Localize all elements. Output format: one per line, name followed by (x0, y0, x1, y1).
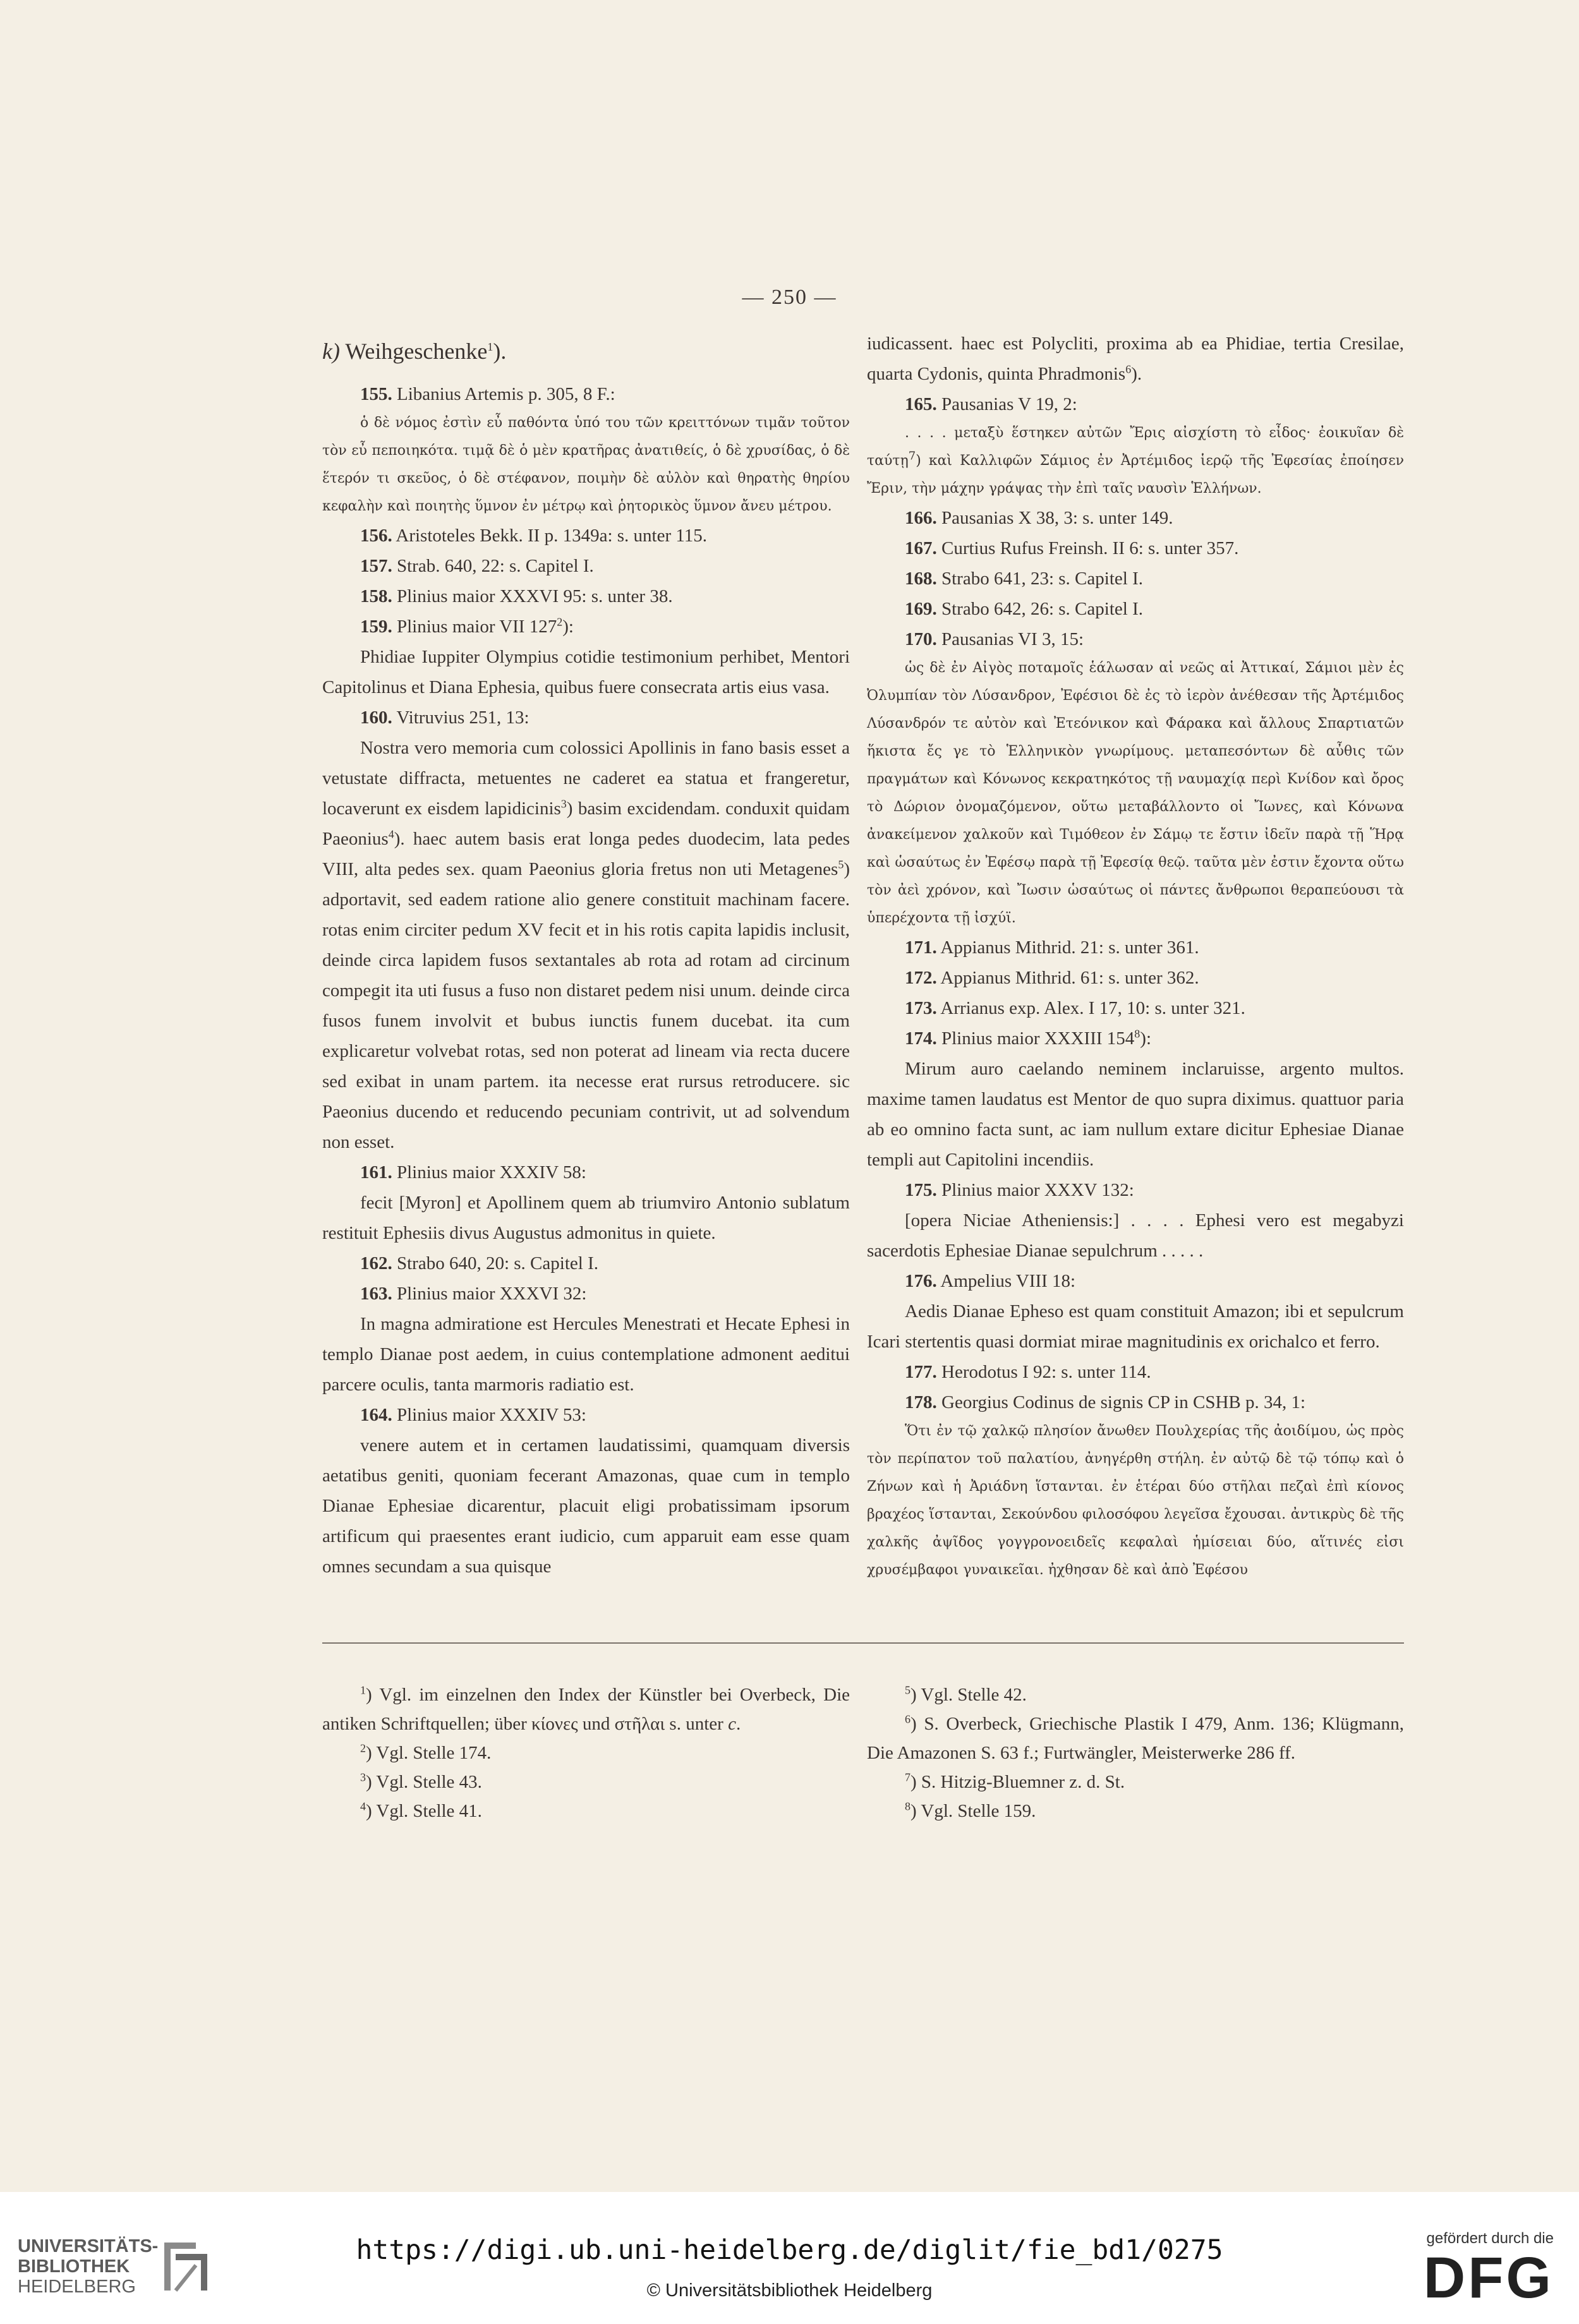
footnote (867, 1709, 1404, 1767)
latin-text: [opera Niciae Atheniensis:] . . . . Ephesi vero est megabyzi sacerdotis Ephesiae Dianae sepulchrum . . . . . (867, 1210, 1404, 1261)
entry-167 (867, 533, 1404, 563)
footnote-ref: 3 (560, 797, 567, 810)
entry-ref: Appianus Mithrid. 61: s. unter 362. (936, 968, 1199, 988)
text-part: ) basim excidendam. conduxit quidam Paeonius (322, 798, 850, 849)
entry-number: 173. (905, 998, 937, 1018)
entry-ref: Plinius maior XXXV 132: (936, 1180, 1134, 1200)
footnote-mark: 4 (360, 1800, 366, 1813)
footnote-text: ) Vgl. Stelle 159. (910, 1801, 1036, 1821)
footnote-mark: 8 (905, 1800, 910, 1813)
footnote (322, 1680, 850, 1738)
footnote-ref: 6 (1125, 363, 1132, 376)
latin-text (322, 733, 850, 1157)
entry-number: 177. (905, 1362, 937, 1382)
entry-160 (322, 702, 850, 733)
entry-number: 157. (360, 556, 392, 576)
latin-text: Aedis Dianae Epheso est quam constituit Amazon; ibi et sepulcrum Icari stertentis quasi dormiat mirae magnitudinis ex orichalco et ferro. (867, 1301, 1404, 1352)
entry-ref: Arrianus exp. Alex. I 17, 10: s. unter 321. (936, 998, 1245, 1018)
entry-number: 163. (360, 1284, 392, 1304)
footnote-ref: 8 (1134, 1027, 1140, 1040)
entry-ref: Strabo 642, 26: s. Capitel I. (936, 599, 1143, 619)
entry-ref: Ampelius VIII 18: (936, 1271, 1076, 1291)
entry-number: 158. (360, 586, 392, 606)
footnote-divider (322, 1642, 1404, 1644)
page-url-link[interactable]: https://digi.ub.uni-heidelberg.de/diglit/fie_bd1/0275 (356, 2234, 1223, 2266)
entry-number: 168. (905, 569, 937, 589)
greek-text: Ὅτι ἐν τῷ χαλκῷ πλησίον ἄνωθεν Πουλχερίας τῆς ἀοιδίμου, ὡς πρὸς τὸν περίπατον τοῦ παλατίου, ἀνηγέρθη στήλη. ἐν αὐτῷ δὲ τῷ τόπῳ καὶ ὁ Ζήνων καὶ ἡ Ἀριάδνη ἵστανται. ἐν ἑτέραι δύο στῆλαι πεζαὶ ἐπὶ κίονος βραχέος ἵστανται, Σεκούνδου φιλοσόφου λεγεῖσα ἔχουσαι. ἀντικρὺς δὲ τῆς χαλκῆς ἀψῖδος γογγρονοειδεῖς κεφαλαὶ ἡμίσειαι δύο, αἵτινές εἰσι χρυσέμβαφοι γυναικεῖαι. ἠχθησαν δὲ καὶ ἀπὸ Ἐφέσου (867, 1423, 1404, 1578)
entry-175 (867, 1175, 1404, 1205)
latin-text: Phidiae Iuppiter Olympius cotidie testimonium perhibet, Mentori Capitolinus et Diana Ephesia, quibus fuere consecrata artis eius vasa. (322, 647, 850, 697)
entry-ref: Plinius maior XXXIV 53: (392, 1405, 586, 1425)
entry-176 (867, 1266, 1404, 1296)
entry-number: 175. (905, 1180, 937, 1200)
entry-ref: Herodotus I 92: s. unter 114. (936, 1362, 1151, 1382)
footnote-ref: 2 (557, 615, 563, 629)
footnote (867, 1797, 1404, 1826)
footnote-text: ) Vgl. im einzelnen den Index der Künstler bei Overbeck, Die antiken Schriftquellen; über κίονες und στῆλαι s. unter (322, 1685, 850, 1734)
entry-ref: Georgius Codinus de signis CP in CSHB p. 34, 1: (936, 1392, 1306, 1412)
entry-ref: Vitruvius 251, 13: (392, 707, 529, 728)
entry-number: 161. (360, 1162, 392, 1183)
footnote-mark: 7 (905, 1771, 910, 1784)
footnote-mark: 1 (360, 1683, 366, 1697)
entry-ref: Aristoteles Bekk. II p. 1349a: s. unter 115. (392, 526, 708, 546)
entry-155 (322, 379, 850, 409)
entry-ref: Curtius Rufus Freinsh. II 6: s. unter 357. (936, 538, 1239, 558)
entry-ref: Strab. 640, 22: s. Capitel I. (392, 556, 594, 576)
entry-172 (867, 963, 1404, 993)
entry-number: 159. (360, 617, 392, 637)
entry-166 (867, 503, 1404, 533)
greek-text (867, 419, 1404, 503)
footnote-text: c (728, 1714, 736, 1734)
entry-158 (322, 581, 850, 611)
entry-ref: Pausanias VI 3, 15: (936, 629, 1084, 649)
text-part: ) καὶ Καλλιφῶν Σάμιος ἐν Ἀρτέμιδος ἱερῷ τῆς Ἐφεσίας ἐποίησεν Ἔριν, τὴν μάχην γράψας τὴν ἐπὶ ταῖς ναυσὶν Ἑλλήνων. (867, 453, 1404, 497)
entry-161 (322, 1157, 850, 1188)
heading-end: ). (493, 339, 507, 364)
entry-number: 172. (905, 968, 937, 988)
entry-156 (322, 521, 850, 551)
entry-number: 178. (905, 1392, 937, 1412)
entry-ref-end: ): (1140, 1028, 1151, 1049)
funded-by-text: gefördert durch die (1426, 2230, 1554, 2247)
text-part: ). haec autem basis erat longa pedes duodecim, lata pedes VIII, alta pedes sex. quam Paeonius gloria fretus non uti Metagenes (322, 829, 850, 879)
library-name-line: UNIVERSITÄTS- (18, 2236, 159, 2256)
entry-174 (867, 1023, 1404, 1054)
entry-number: 169. (905, 599, 937, 619)
entry-number: 170. (905, 629, 937, 649)
footnotes-left (322, 1680, 850, 1826)
heading-letter: k) (322, 339, 340, 364)
heading-text: Weihgeschenke (339, 339, 488, 364)
entry-number: 171. (905, 937, 937, 958)
continued-text (867, 328, 1404, 389)
entry-ref: Plinius maior XXXVI 95: s. unter 38. (392, 586, 673, 606)
entry-170 (867, 624, 1404, 654)
footnote-text: ) Vgl. Stelle 43. (366, 1772, 482, 1792)
text-part: iudicassent. haec est Polycliti, proxima ab ea Phidiae, tertia Cresilae, quarta Cydonis, quinta Phradmonis (867, 334, 1404, 384)
entry-number: 160. (360, 707, 392, 728)
entry-173 (867, 993, 1404, 1023)
footnote (322, 1767, 850, 1797)
latin-text: venere autem et in certamen laudatissimi, quamquam diversis aetatibus geniti, quoniam fecerant Amazonas, quae cum in templo Dianae Ephesiae dicarentur, placuit eligi probatissimam ipsorum artificum qui praesentes erant iudicio, cum apparuit eam esse quam omnes secundam a sua quisque (322, 1435, 850, 1577)
entry-ref: Plinius maior XXXIV 58: (392, 1162, 586, 1183)
text-part: ). (1131, 364, 1142, 384)
entry-ref: Pausanias X 38, 3: s. unter 149. (936, 508, 1173, 528)
entry-ref-end: ): (562, 617, 574, 637)
entry-number: 176. (905, 1271, 937, 1291)
footnote (867, 1680, 1404, 1709)
entry-number: 162. (360, 1253, 392, 1273)
entry-number: 174. (905, 1028, 937, 1049)
dfg-logo[interactable] (1389, 2230, 1554, 2312)
latin-text: fecit [Myron] et Apollinem quem ab triumviro Antonio sublatum restituit Ephesiis divus Augustus admonitus in quiete. (322, 1193, 850, 1243)
copyright-notice: © Universitätsbibliothek Heidelberg (646, 2280, 933, 2301)
library-name-line: BIBLIOTHEK (18, 2256, 130, 2277)
entry-163 (322, 1279, 850, 1309)
footnote-text: ) S. Hitzig-Bluemner z. d. St. (910, 1772, 1125, 1792)
entry-ref: Plinius maior VII 127 (392, 617, 557, 637)
footnote-text: ) Vgl. Stelle 41. (366, 1801, 482, 1821)
footnote-ref: 5 (838, 858, 844, 871)
entry-162 (322, 1248, 850, 1279)
entry-159 (322, 611, 850, 642)
footnote (322, 1797, 850, 1826)
entry-ref: Appianus Mithrid. 21: s. unter 361. (936, 937, 1199, 958)
entry-number: 164. (360, 1405, 392, 1425)
dfg-wordmark: DFG (1423, 2246, 1554, 2310)
footnote-ref: 7 (908, 449, 916, 463)
left-column (322, 328, 850, 1582)
footnote (867, 1767, 1404, 1797)
entry-number: 155. (360, 384, 392, 404)
greek-text: ὁ δὲ νόμος ἐστὶν εὖ παθόντα ὑπό του τῶν κρειττόνων τιμᾶν τοῦτον τὸν εὖ πεποιηκότα. τιμᾷ δὲ ὁ μὲν κρατῆρας ἀνατιθείς, ὁ δὲ χρυσίδας, ὁ δὲ ἕτερόν τι σκεῦος, ὁ δὲ στέφανον, ποιμὴν δὲ αὐλὸν καὶ θηρατὴς θηρίου κεφαλὴν καὶ ποιητὴς ὕμνον ἐν μέτρῳ καὶ ῥητορικὸς ὕμνον ἄνευ μέτρου. (322, 415, 850, 514)
footnote-text: ) S. Overbeck, Griechische Plastik I 479, Anm. 136; Klügmann, Die Amazonen S. 63 f.; Furtwängler, Meisterwerke 286 ff. (867, 1714, 1404, 1763)
entry-number: 166. (905, 508, 937, 528)
footnotes-right (867, 1680, 1404, 1826)
entry-157 (322, 551, 850, 581)
entry-177 (867, 1357, 1404, 1387)
latin-text: Mirum auro caelando neminem inclaruisse, argento multos. maxime tamen laudatus est Mentor de quo supra diximus. quattuor paria ab eo omnino facta sunt, ac iam nullum extare dicitur Ephesiae Dianae templi aut Capitolini incendiis. (867, 1059, 1404, 1170)
entry-ref: Libanius Artemis p. 305, 8 F.: (392, 384, 615, 404)
footnote-ref: 4 (388, 828, 394, 841)
entry-178 (867, 1387, 1404, 1418)
footnote-mark: 2 (360, 1742, 366, 1755)
text-part: ) adportavit, sed eadem ratione alio genere constituit machinam facere. rotas enim circiter pedum XV fecit et in his rotis capita lapidis inclusit, deinde circa lapidem fusos sextantales ab rota ad rotam ad circinum compegit ita uti fusus a fuso non distaret pedem nisi unum. deinde circa fusos funem involvit et bubus iunctis funem ducebat. ita cum explicaretur volvebat rotas, sed non poterat ad lineam via recta ducere sed exibat in unam partem. ita necesse erat rursus retroducere. sic Paeonius ducendo et reducendo pecuniam contrivit, ut ad solvendum non esset. (322, 859, 850, 1152)
footnote-mark: 6 (905, 1713, 910, 1726)
entry-168 (867, 563, 1404, 594)
section-heading (322, 336, 850, 366)
entry-171 (867, 932, 1404, 963)
entry-number: 167. (905, 538, 937, 558)
footnote-mark: 5 (905, 1683, 910, 1697)
footnote-text: ) Vgl. Stelle 174. (366, 1743, 492, 1763)
footnote (322, 1738, 850, 1767)
entry-ref: Pausanias V 19, 2: (936, 394, 1077, 414)
page-number: — 250 — (742, 286, 837, 309)
text-part: . . . . μεταξὺ ἕστηκεν αὐτῶν Ἔρις αἰσχίστη τὸ εἶδος· ἐοικυῖαν δὲ ταύτῃ (867, 425, 1404, 469)
entry-164 (322, 1400, 850, 1430)
right-column (867, 328, 1404, 1584)
entry-ref: Plinius maior XXXIII 154 (936, 1028, 1135, 1049)
footnote-mark: 3 (360, 1771, 366, 1784)
entry-165 (867, 389, 1404, 419)
entry-number: 165. (905, 394, 937, 414)
footnote-text: . (735, 1714, 741, 1734)
library-name-line: HEIDELBERG (18, 2277, 136, 2297)
greek-text: ὡς δὲ ἐν Αἰγὸς ποταμοῖς ἑάλωσαν αἱ νεῶς αἱ Ἀττικαί, Σάμιοι μὲν ἐς Ὀλυμπίαν τὸν Λύσανδρον, Ἐφέσιοι δὲ ἐς τὸ ἱερὸν ἀνέθεσαν τῆς Ἀρτέμιδος Λύσανδρόν τε αὐτὸν καὶ Ἐτεόνικον καὶ Φάρακα καὶ ἄλλους Σπαρτιατῶν ἥκιστα ἔς γε τὸ Ἑλληνικὸν γνωρίμους. μεταπεσόντων δὲ αὖθις τῶν πραγμάτων καὶ Κόνωνος κεκρατηκότος τῇ ναυμαχίᾳ περὶ Κνίδον καὶ ὄρος τὸ Δώριον ὀνομαζόμενον, οὕτω μεταβάλλοντο οἱ Ἴωνες, καὶ Κόνωνα ἀνακείμενον χαλκοῦν καὶ Τιμόθεον ἐν Σάμῳ τε ἔστιν ἰδεῖν παρὰ τῇ Ἥρᾳ καὶ ὡσαύτως ἐν Ἐφέσῳ παρὰ τῇ Ἐφεσίᾳ θεῷ. ταῦτα μὲν ἐστιν ἔχοντα οὕτω τὸν ἀεὶ χρόνον, καὶ Ἴωσιν ὡσαύτως οἱ πάντες ἄνθρωποι θεραπεύουσι τὰ ὑπερέχοντα τῇ ἰσχύϊ. (867, 660, 1404, 926)
footnote-ref: 1 (487, 340, 493, 353)
latin-text: In magna admiratione est Hercules Menestrati et Hecate Ephesi in templo Dianae post aedem, in cuius contemplatione admonent aeditui parcere oculis, tanta marmoris radiatio est. (322, 1314, 850, 1395)
entry-ref: Strabo 640, 20: s. Capitel I. (392, 1253, 598, 1273)
entry-ref: Plinius maior XXXVI 32: (392, 1284, 587, 1304)
entry-ref: Strabo 641, 23: s. Capitel I. (936, 569, 1143, 589)
entry-169 (867, 594, 1404, 624)
text-part: Nostra vero memoria cum colossici Apollinis in fano basis esset a vetustate diffracta, metuentes ne caderet ea statua et frangeretur, locaverunt ex eisdem lapidicinis (322, 738, 850, 819)
entry-number: 156. (360, 526, 392, 546)
footnote-text: ) Vgl. Stelle 42. (910, 1685, 1027, 1705)
